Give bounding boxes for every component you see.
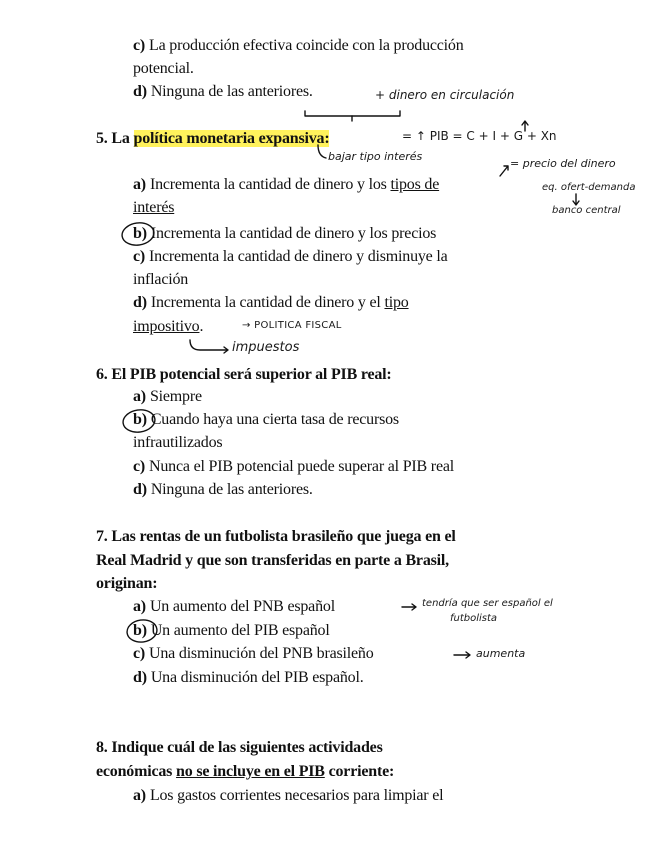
option-label: d) (133, 481, 147, 498)
option-label: c) (133, 37, 146, 54)
q8-option-a (133, 786, 443, 806)
q5-option-d-cont (133, 317, 203, 337)
q6-option-b (133, 410, 399, 430)
handwritten-note-bajar: bajar tipo interés (328, 150, 423, 163)
question-text: originan: (96, 575, 158, 592)
q6-option-b-cont (133, 433, 222, 453)
option-label: a) (133, 388, 146, 405)
option-text: Los gastos corrientes necesarios para limpiar el (149, 787, 444, 804)
option-label: a) (133, 598, 146, 615)
underlined-text: tipo (384, 294, 409, 311)
q5-option-c-cont (133, 270, 188, 290)
question-5-title (96, 129, 329, 149)
option-label: b) (133, 411, 147, 428)
option-text: Incrementa la cantidad de dinero y los (149, 176, 387, 193)
q7-option-c (133, 644, 374, 664)
q6-option-a (133, 387, 202, 407)
q5-option-a (133, 175, 439, 195)
option-label: b) (133, 622, 147, 639)
option-text: inflación (133, 271, 189, 288)
q7-option-a (133, 597, 335, 617)
option-label: c) (133, 458, 146, 475)
question-text: 6. El PIB potencial será superior al PIB real: (96, 366, 392, 383)
option-label: b) (133, 225, 147, 242)
underlined-text: tipos de (390, 176, 440, 193)
option-text: Un aumento del PIB español (150, 622, 330, 639)
option-text: Incrementa la cantidad de dinero y los precios (150, 225, 437, 242)
handwritten-note-dinero: + dinero en circulación (375, 88, 515, 102)
underlined-text: interés (133, 199, 175, 216)
option-label: c) (133, 645, 146, 662)
punctuation: . (199, 318, 204, 335)
handwritten-note-precio: = precio del dinero (510, 157, 616, 170)
arrow-precio (500, 166, 508, 176)
option-text: Una disminución del PNB brasileño (149, 645, 374, 662)
q5-option-d (133, 293, 409, 313)
option-label: c) (133, 248, 146, 265)
handwritten-note-aumenta: aumenta (476, 647, 526, 660)
hook-arrow-impuestos (190, 340, 228, 353)
brace-mark (305, 111, 400, 116)
q7-option-d (133, 668, 364, 688)
question-number: 5. La (96, 130, 130, 147)
handwritten-note-oferta: eq. ofert-demanda (542, 182, 636, 193)
option-text: Incrementa la cantidad de dinero y el (150, 294, 381, 311)
handwritten-note-impuestos: impuestos (232, 340, 300, 355)
handwritten-note-formula: = ↑ PIB = C + I + G + Xn (402, 129, 557, 143)
question-7-title-line2 (96, 551, 449, 571)
option-label: d) (133, 669, 147, 686)
underlined-text: no se incluye en el PIB (176, 763, 325, 780)
question-text: Real Madrid y que son transferidas en parte a Brasil, (96, 552, 449, 569)
question-text: corriente: (328, 763, 395, 780)
option-text: Nunca el PIB potencial puede superar al PIB real (149, 458, 454, 475)
q6-option-c (133, 457, 454, 477)
q5-option-b (133, 224, 436, 244)
option-label: d) (133, 294, 147, 311)
handwritten-note-futbolista: futbolista (450, 613, 498, 624)
option-text: Ninguna de las anteriores. (150, 481, 313, 498)
question-text: 7. Las rentas de un futbolista brasileño que juega en el (96, 528, 456, 545)
arrow-pnb-bras (454, 652, 470, 658)
option-text: Incrementa la cantidad de dinero y disminuye la (149, 248, 448, 265)
question-text: 8. Indique cuál de las siguientes actividades (96, 739, 383, 756)
option-text: Siempre (149, 388, 202, 405)
q5-option-a-cont (133, 198, 174, 218)
handwritten-note-fiscal: → POLITICA FISCAL (242, 320, 342, 331)
q6-option-d (133, 480, 313, 500)
option-text: Una disminución del PIB español. (150, 669, 364, 686)
option-label: d) (133, 83, 147, 100)
highlighted-text: política monetaria expansiva: (133, 130, 330, 147)
arrow-banco (573, 194, 579, 205)
option-text: Cuando haya una cierta tasa de recursos (150, 411, 399, 428)
question-7-title-line3 (96, 574, 157, 594)
option-text: La producción efectiva coincide con la producción (149, 37, 464, 54)
underlined-text: impositivo (133, 318, 200, 335)
option-label: a) (133, 176, 146, 193)
handwritten-note-tendria: tendría que ser español el (422, 598, 553, 609)
option-c-prev-cont (133, 59, 194, 79)
handwritten-note-banco: banco central (552, 205, 621, 216)
question-7-title-line1 (96, 527, 456, 547)
option-text: potencial. (133, 60, 194, 77)
option-label: a) (133, 787, 146, 804)
question-text: económicas (96, 763, 173, 780)
question-8-title-line2 (96, 762, 394, 782)
q7-option-b (133, 621, 330, 641)
option-d-prev (133, 82, 313, 102)
arrow-pnb (402, 604, 416, 610)
q5-option-c (133, 247, 448, 267)
option-text: Un aumento del PNB español (149, 598, 335, 615)
option-text: Ninguna de las anteriores. (150, 83, 313, 100)
question-8-title-line1 (96, 738, 383, 758)
option-c-prev (133, 36, 464, 56)
option-text: infrautilizados (133, 434, 223, 451)
question-6-title (96, 365, 392, 385)
